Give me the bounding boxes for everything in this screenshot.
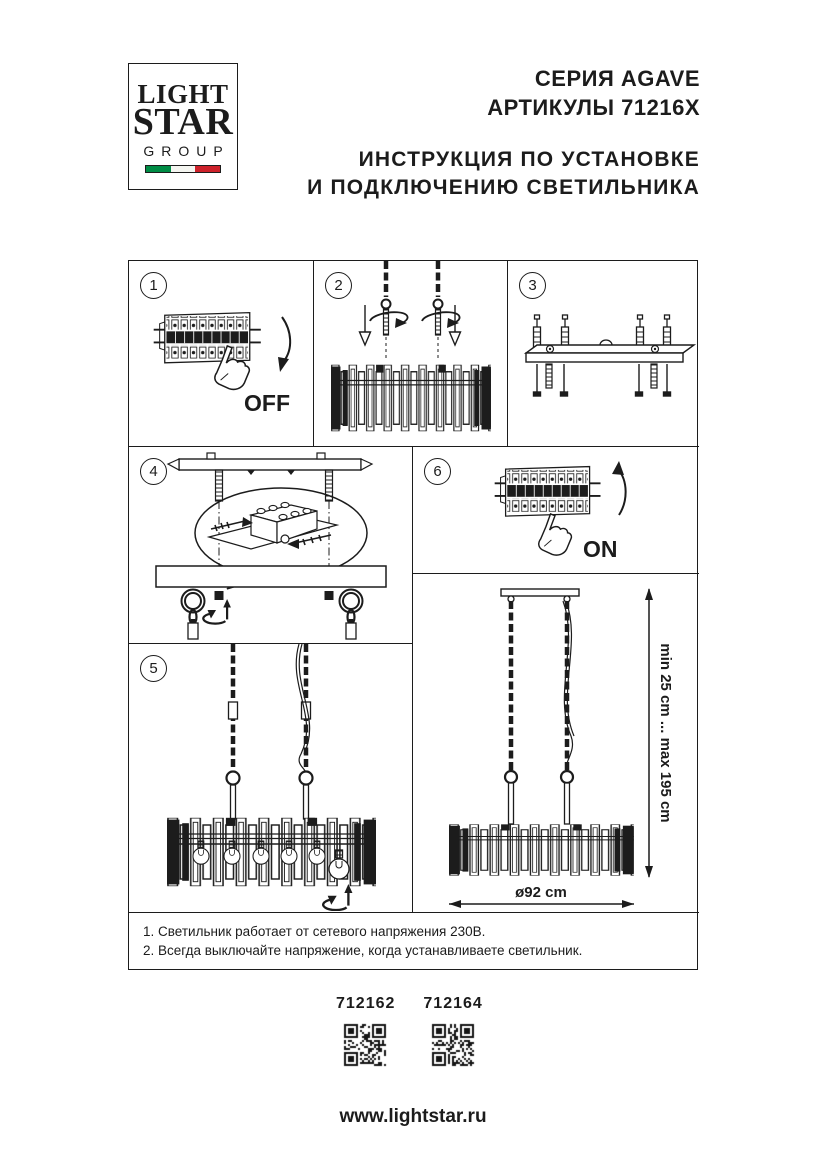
note-line-1: 1. Светильник работает от сетевого напряжения 230В. [143, 924, 486, 939]
qr-code [342, 1022, 389, 1069]
article-number: 712164 [423, 995, 483, 1012]
step-5-panel [129, 644, 413, 913]
instruction-title-line1: ИНСТРУКЦИЯ ПО УСТАНОВКЕ [358, 148, 700, 171]
instruction-steps-grid [128, 260, 698, 970]
series-title: СЕРИЯ AGAVE [534, 66, 700, 91]
step-1-panel [129, 261, 314, 447]
flag-green-stripe [146, 166, 171, 172]
step-number-badge: 3 [519, 272, 546, 299]
step-number-badge: 2 [325, 272, 352, 299]
step-4-illustration [129, 447, 411, 642]
step-number-badge: 5 [140, 655, 167, 682]
qr-item [423, 995, 482, 1069]
step-number-badge: 4 [140, 458, 167, 485]
step-6-illustration [413, 447, 697, 572]
step-4-panel [129, 447, 413, 644]
height-range-label: min 25 cm ... max 195 cm [657, 643, 674, 823]
step-3-panel [508, 261, 699, 447]
logo-text-light: LIGHT [137, 79, 229, 109]
article-qr-section [336, 995, 483, 1069]
website-url: www.lightstar.ru [339, 1106, 487, 1127]
qr-code [430, 1022, 477, 1069]
document-header [307, 64, 700, 202]
article-number: 712162 [336, 995, 396, 1012]
step-number-badge: 1 [140, 272, 167, 299]
dimensions-illustration [413, 574, 697, 911]
qr-item [336, 995, 395, 1069]
off-label: OFF [244, 390, 290, 416]
logo-text-group: GROUP [143, 143, 230, 159]
articles-title: АРТИКУЛЫ 71216X [487, 95, 700, 120]
step-5-illustration [129, 644, 411, 911]
safety-notes [129, 913, 699, 971]
on-label: ON [583, 536, 618, 562]
dimensions-panel [413, 574, 699, 913]
step-2-panel [314, 261, 508, 447]
lightstar-logo [128, 63, 238, 190]
diameter-label: ø92 cm [515, 884, 567, 901]
italian-flag-bar [145, 165, 221, 173]
note-line-2: 2. Всегда выключайте напряжение, когда устанавливаете светильник. [143, 943, 583, 958]
step-number-badge: 6 [424, 458, 451, 485]
logo-text-star: STAR [132, 101, 234, 143]
flag-white-stripe [171, 166, 196, 172]
instruction-title-line2: И ПОДКЛЮЧЕНИЮ СВЕТИЛЬНИКА [307, 176, 700, 199]
step-6-panel [413, 447, 699, 574]
flag-red-stripe [195, 166, 220, 172]
